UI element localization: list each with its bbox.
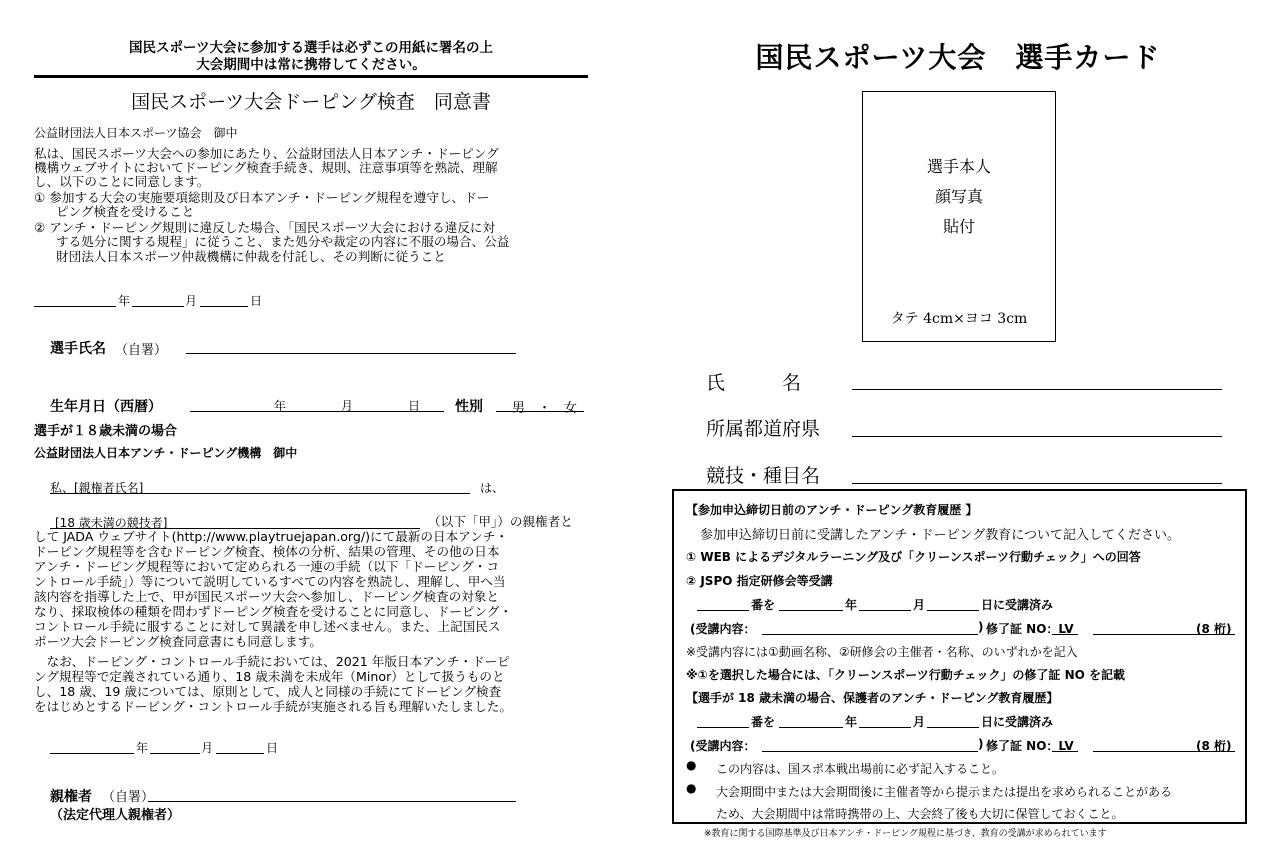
note-2: ※①を選択した場合には、「クリーンスポーツ行動チェック」の修了証 NO を記載 <box>686 668 1125 682</box>
minor-text-line: ポーツ大会ドーピング検査同意書にも同意します。 <box>34 634 322 649</box>
guardian-name-field[interactable] <box>50 493 470 494</box>
content-close: ) <box>978 620 984 634</box>
cert-prefix-underline <box>1052 634 1078 635</box>
footnote: ※教育に関する国際基準及び日本アンチ・ドーピング規程に基づき、教育の受講が求められています <box>704 829 1107 839</box>
month-label: 月 <box>201 741 214 755</box>
athlete-name-field[interactable] <box>186 353 516 354</box>
intro-line: 私は、国民スポーツ大会への参加にあたり、公益財団法人日本アンチ・ドーピング <box>34 146 499 161</box>
minor-text-line: なり、採取検体の種類を問わずドーピング検査を受けることに同意し、ドーピング・ <box>34 604 513 619</box>
guardian-date-year-field[interactable] <box>50 753 134 754</box>
month-label: 月 <box>341 399 354 413</box>
guardian-ha: は、 <box>480 481 505 495</box>
guardian-date-day-field[interactable] <box>216 753 264 754</box>
month-field[interactable] <box>859 727 911 728</box>
bullet-2-line-2: ため、大会期間中は常時携帯の上、大会終了後も大切に保管しておくこと。 <box>716 807 1124 821</box>
photo-label: 選手本人 <box>926 157 991 176</box>
guardian-sign-field[interactable] <box>148 801 516 802</box>
minor-athlete-label: [18 歳未満の競技者] <box>55 516 168 530</box>
gender-field <box>496 411 584 412</box>
cert-label: 修了証 NO：LV <box>986 622 1074 636</box>
item-2-line: 財団法人日本スポーツ仲裁機構に仲裁を付託し、その判断に従うこと <box>56 249 446 264</box>
cert-label: 修了証 NO：LV <box>986 739 1074 753</box>
photo-label: 貼付 <box>942 217 975 236</box>
jada-addressee: 公益財団法人日本アンチ・ドーピング機構 御中 <box>34 446 298 460</box>
card-title: 国民スポーツ大会 選手カード <box>755 41 1161 74</box>
content-label: (受講内容： <box>690 739 756 753</box>
item-1-line: ピング検査を受けること <box>56 204 195 219</box>
ban-label: 番を <box>751 715 776 729</box>
day-taken-label: 日に受講済み <box>981 715 1054 729</box>
athlete-name-label: 選手氏名 <box>50 341 106 357</box>
consent-title: 国民スポーツ大会ドーピング検査 同意書 <box>131 91 491 113</box>
birth-date-label: 生年月日（西暦） <box>50 399 162 415</box>
option-1: ① WEB によるデジタルラーニング及び「クリーンスポーツ行動チェック」への回答 <box>686 550 1141 564</box>
month-label: 月 <box>913 598 926 612</box>
bullet-2-line-1: 大会期間中または大会期間後に主催者等から提示または提出を求められることがある <box>716 785 1173 799</box>
date-day-field[interactable] <box>200 306 248 307</box>
prefecture-field[interactable] <box>852 436 1222 437</box>
minor-text-line: アンチ・ドーピング規程等において定められる一連の手続（以下「ドーピング・コ <box>34 559 499 574</box>
month-label: 月 <box>185 294 198 308</box>
note-1: ※受講内容には①動画名称、②研修会の主催者・名称、のいずれかを記入 <box>686 645 1078 659</box>
intro-line: し、以下のことに同意します。 <box>34 174 210 189</box>
minor-text-line: なお、ドーピング・コントロール手続においては、2021 年版日本アンチ・ドーピ <box>34 654 510 669</box>
content-field[interactable] <box>762 634 978 635</box>
cert-prefix-underline <box>1052 751 1078 752</box>
day-label: 日 <box>266 741 279 755</box>
birth-date-field[interactable] <box>190 411 444 412</box>
minor-text-line: 該内容を指導した上で、甲が国民スポーツ大会へ参加し、ドーピング検査の対象と <box>34 589 499 604</box>
number-field[interactable] <box>697 610 749 611</box>
prefecture-label: 所属都道府県 <box>706 418 821 440</box>
option-2: ② JSPO 指定研修会等受講 <box>686 574 833 588</box>
minor-text-line: ントロール手続」）等について説明しているすべての内容を熟読し、理解し、甲へ当 <box>34 574 506 589</box>
photo-label: 顔写真 <box>934 187 983 206</box>
minor-text-line: （以下「甲」）の親権者と <box>428 514 573 529</box>
gender-label: 性別 <box>455 399 483 415</box>
guardian-label: 親権者 <box>50 789 92 805</box>
minor-heading: 選手が１８歳未満の場合 <box>34 424 178 439</box>
year-label: 年 <box>118 294 131 308</box>
year-label: 年 <box>845 715 858 729</box>
notice-line-1: 国民スポーツ大会に参加する選手は必ずこの用紙に署名の上 <box>129 40 493 56</box>
history-heading: 【参加申込締切日前のアンチ・ドーピング教育履歴 】 <box>686 503 978 517</box>
item-2-line: ② アンチ・ドーピング規則に違反した場合、「国民スポーツ大会における違反に対 <box>34 220 496 235</box>
minor-text-line: し、18 歳、19 歳については、原則として、成人と同様の手続にてドーピング検査 <box>34 684 502 699</box>
year-label: 年 <box>274 399 287 413</box>
number-field[interactable] <box>697 727 749 728</box>
photo-box[interactable] <box>862 91 1056 342</box>
bullet-1: この内容は、国スポ本戦出場前に必ず記入すること。 <box>716 762 1005 776</box>
date-month-field[interactable] <box>132 306 184 307</box>
content-close: ) <box>978 737 984 751</box>
year-field[interactable] <box>779 727 843 728</box>
card-name-label: 氏 名 <box>706 372 802 394</box>
guardian-history-heading: 【選手が 18 歳未満の場合、保護者のアンチ・ドーピング教育履歴】 <box>686 691 1059 705</box>
minor-text-line: ドーピング規程等を含むドーピング検査、検体の分析、結果の管理、その他の日本 <box>34 544 500 559</box>
bullet-icon: ● <box>686 758 697 772</box>
month-label: 月 <box>913 715 926 729</box>
content-field[interactable] <box>762 751 978 752</box>
day-label: 日 <box>408 399 421 413</box>
day-taken-label: 日に受講済み <box>981 598 1054 612</box>
notice-line-2: 大会期間中は常に携帯してください。 <box>196 57 426 73</box>
minor-text-line: コントロール手続に服することに対して異議を申し述べません。また、上記国民ス <box>34 619 501 634</box>
day-field[interactable] <box>927 610 979 611</box>
gender-options[interactable]: 男 ・ 女 <box>512 401 578 416</box>
year-field[interactable] <box>779 610 843 611</box>
guardian-name-label: 私、[親権者氏名] <box>50 481 144 495</box>
guardian-date-month-field[interactable] <box>150 753 200 754</box>
self-sign-label: （自署） <box>115 343 168 358</box>
divider <box>34 75 588 78</box>
card-name-field[interactable] <box>852 389 1222 390</box>
minor-text-line: をはじめとするドーピング・コントロール手続が実施される旨も理解いたしました。 <box>34 699 513 714</box>
ban-label: 番を <box>751 598 776 612</box>
minor-text-line: ング規程等で定義されている通り、18 歳未満を未成年（Minor）として扱うものと <box>34 669 505 684</box>
bullet-icon: ● <box>686 781 697 795</box>
date-year-field[interactable] <box>34 306 116 307</box>
content-label: (受講内容： <box>690 622 756 636</box>
year-label: 年 <box>136 741 149 755</box>
day-field[interactable] <box>927 727 979 728</box>
history-instruction: 参加申込締切日前に受講したアンチ・ドーピング教育について記入してください。 <box>700 528 1180 543</box>
year-label: 年 <box>845 598 858 612</box>
minor-text-line: して JADA ウェブサイト(http://www.playtruejapan.org/)にて最新の日本アンチ・ <box>34 529 509 544</box>
event-label: 競技・種目名 <box>706 465 821 487</box>
photo-size: タテ 4cm×ヨコ 3cm <box>890 311 1028 327</box>
event-field[interactable] <box>852 483 1222 484</box>
day-label: 日 <box>250 294 263 308</box>
addressee: 公益財団法人日本スポーツ協会 御中 <box>34 126 238 140</box>
item-2-line: する処分に関する規程」に従うこと、また処分や裁定の内容に不服の場合、公益 <box>56 234 510 249</box>
digits-label: (8 桁) <box>1196 739 1232 753</box>
digits-label: (8 桁) <box>1196 622 1232 636</box>
item-1-line: ① 参加する大会の実施要項総則及び日本アンチ・ドーピング規程を遵守し、ドー <box>34 190 490 205</box>
month-field[interactable] <box>859 610 911 611</box>
intro-line: 機構ウェブサイトにおいてドーピング検査手続き、規則、注意事項等を熟読、理解 <box>34 160 498 175</box>
legal-rep-label: （法定代理人親権者） <box>50 808 181 823</box>
guardian-self-sign: （自署） <box>102 790 155 805</box>
